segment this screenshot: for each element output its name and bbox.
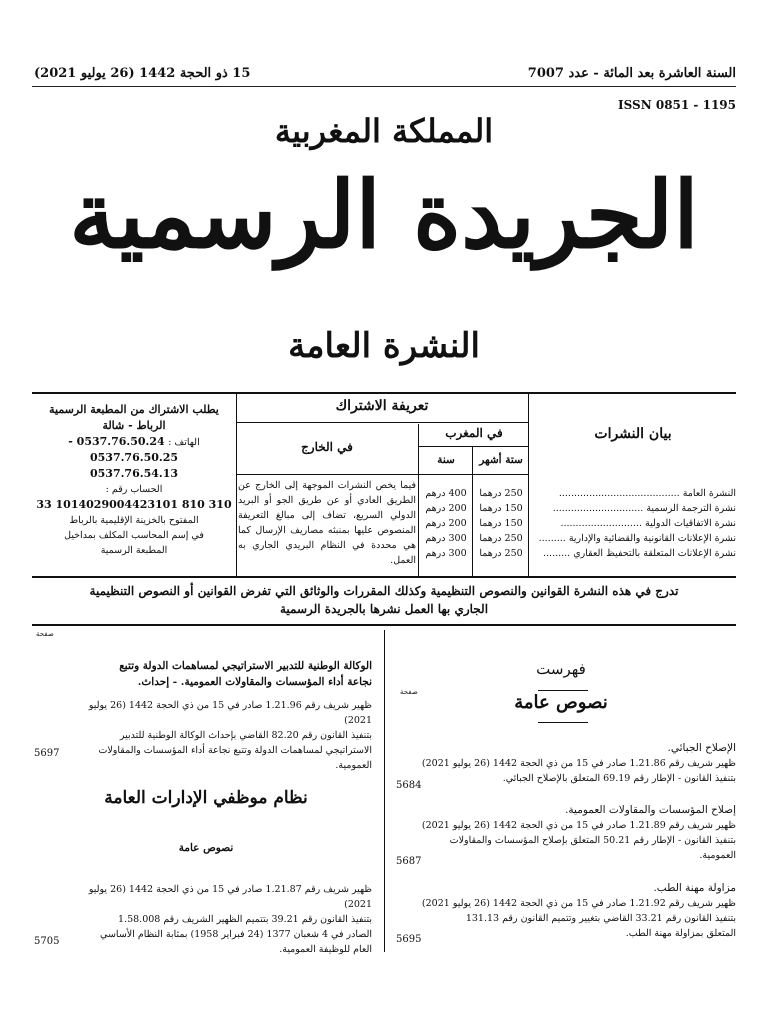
statute-title: نظام موظفي الإدارات العامة: [104, 788, 308, 808]
page-number: 5695: [396, 934, 422, 945]
price-cell: 150 درهما: [479, 503, 523, 514]
title-underline: [538, 690, 588, 691]
phone-label: الهاتف :: [168, 437, 200, 448]
notice-line: تدرج في هذه النشرة القوانين والنصوص التنظيمية وكذلك المقررات والوثائق التي تفرض القوانين أو النصوص التنظيمية: [89, 584, 679, 598]
box-rule: [418, 446, 528, 447]
statute-entry-text[interactable]: [76, 882, 372, 957]
price-cell: 200 درهم: [425, 503, 467, 514]
toc-heading: مزاولة مهنة الطب.: [653, 882, 736, 894]
entry-text-line: الصادر في 4 شعبان 1377 (24 فبراير 1958) بمثابة النظام الأساسي: [100, 929, 372, 940]
year-header: سنة: [437, 454, 455, 466]
gazette-title: الجريدة الرسمية: [69, 161, 699, 269]
legal-line: المطبعة الرسمية: [100, 545, 168, 556]
box-bottom-rule: [32, 576, 736, 578]
index-title: فهرست: [536, 660, 586, 678]
agency-entry-title[interactable]: [76, 658, 372, 690]
tariff-title: تعريفة الاشتراك: [335, 398, 429, 414]
toc-text: بتنفيذ القانون رقم 33.21 القاضي بتغيير وتتميم القانون رقم 131.13: [465, 913, 736, 924]
price-cell: 400 درهم: [425, 488, 467, 499]
phone-number: 0537.76.54.13: [89, 467, 179, 480]
toc-entry[interactable]: [418, 802, 736, 863]
price-cell: 250 درهما: [479, 488, 523, 499]
legal-line: في إسم المحاسب المكلف بمداخيل: [64, 530, 204, 541]
box-rule: [236, 474, 418, 475]
page-column-label: صفحة: [36, 630, 54, 638]
issue-date: 15 ذو الحجة 1442 (26 يوليو 2021): [34, 66, 251, 81]
publication-notice: [32, 582, 736, 618]
section-title: نصوص عامة: [514, 692, 608, 713]
entry-text-line: بتنفيذ القانون رقم 39.21 بتتميم الظهير الشريف رقم 1.58.008: [118, 914, 372, 925]
publication-name: نشرة الإعلانات القانونية والقضائية والإدارية .........: [538, 533, 736, 544]
toc-entry[interactable]: [418, 880, 736, 941]
legal-line: الرباط - شالة: [102, 419, 166, 432]
toc-text: بتنفيذ القانون - الإطار رقم 50.21 المتعلق بإصلاح المؤسسات والمقاولات: [449, 835, 736, 846]
publication-name: نشرة الاتفاقيات الدولية ...........................: [560, 518, 736, 529]
issn: ISSN 0851 - 1195: [618, 98, 736, 112]
box-rule: [418, 474, 528, 475]
page-number: 5684: [396, 780, 422, 791]
box-divider: [472, 446, 473, 576]
price-cell: 250 درهما: [479, 533, 523, 544]
morocco-header: في المغرب: [445, 426, 503, 440]
entry-text-line: الاستراتيجي لمساهمات الدولة وتتبع نجاعة أداء المؤسسات والمقاولات: [98, 745, 372, 756]
price-cell: 150 درهما: [479, 518, 523, 529]
six-months-header: ستة أشهر: [479, 454, 523, 466]
page-column-label: صفحة: [400, 688, 418, 696]
toc-text: ظهير شريف رقم 1.21.92 صادر في 15 من ذي الحجة 1442 (26 يوليو 2021): [421, 898, 736, 909]
column-divider: [384, 630, 385, 952]
abroad-text: فيما يخص النشرات الموجهة إلى الخارج عن الطريق العادي أو عن طريق الجو أو البريد الدولي السريع، تضاف إلى مبالغ التعريفة المنصوص عليها بمنبثه مصاريف الإرسال كما هي محددة في النظام البريدي الجاري به العمل.: [238, 480, 416, 566]
abroad-header: في الخارج: [301, 440, 353, 454]
entry-text-line: العام للوظيفة العمومية.: [279, 944, 372, 955]
kingdom-title: المملكة المغربية: [274, 112, 494, 150]
entry-text-line: ظهير شريف رقم 1.21.96 صادر في 15 من ذي الحجة 1442 (26 يوليو 2021): [88, 700, 372, 726]
legal-line: يطلب الاشتراك من المطبعة الرسمية: [49, 403, 219, 416]
subscription-info: [34, 402, 234, 558]
price-cell: 250 درهما: [479, 548, 523, 559]
account-label: الحساب رقم :: [105, 484, 163, 495]
phone-number: 0537.76.50.24 - 0537.76.50.25: [68, 435, 179, 464]
price-cell: 300 درهم: [425, 548, 467, 559]
publication-name: نشرة الإعلانات المتعلقة بالتحفيظ العقاري .........: [543, 548, 736, 559]
toc-text: المتعلق بمزاولة مهنة الطب.: [625, 928, 736, 939]
page-number: 5697: [34, 748, 60, 759]
toc-text: العمومية.: [699, 850, 736, 861]
price-cell: 300 درهم: [425, 533, 467, 544]
entry-title-line: الوكالة الوطنية للتدبير الاستراتيجي لمساهمات الدولة وتتبع: [119, 660, 372, 672]
legal-line: المفتوح بالخزينة الإقليمية بالرباط: [69, 515, 199, 526]
page-number: 5687: [396, 856, 422, 867]
toc-text: ظهير شريف رقم 1.21.86 صادر في 15 من ذي الحجة 1442 (26 يوليو 2021): [421, 758, 736, 769]
entry-text-line: ظهير شريف رقم 1.21.87 صادر في 15 من ذي الحجة 1442 (26 يوليو 2021): [88, 884, 372, 910]
entry-text-line: العمومية.: [335, 760, 372, 771]
toc-text: ظهير شريف رقم 1.21.89 صادر في 15 من ذي الحجة 1442 (26 يوليو 2021): [421, 820, 736, 831]
entry-text-line: بتنفيذ القانون رقم 82.20 القاضي بإحداث الوكالة الوطنية للتدبير: [119, 730, 372, 741]
agency-entry-text: [76, 698, 372, 773]
edition-title: النشرة العامة: [288, 326, 480, 366]
entry-title-line: نجاعة أداء المؤسسات والمقاولات العمومية. - إحداث.: [137, 676, 372, 688]
year-prices: [420, 486, 472, 561]
publications-title: بيان النشرات: [594, 426, 672, 442]
header-rule: [32, 86, 736, 87]
box-divider: [528, 394, 529, 576]
box-top-rule: [32, 392, 736, 394]
section-rule: [32, 624, 736, 626]
account-number: 310 810 1014029004423101 33: [36, 498, 232, 511]
notice-line: الجاري بها العمل نشرها بالجريدة الرسمية: [279, 602, 489, 616]
toc-text: بتنفيذ القانون - الإطار رقم 69.19 المتعلق بالإصلاح الجبائي.: [502, 773, 736, 784]
toc-entry[interactable]: [418, 740, 736, 786]
box-rule: [236, 422, 528, 423]
statute-subtitle: نصوص عامة: [178, 842, 234, 854]
publications-list: [532, 486, 736, 561]
publication-name: النشرة العامة ........................................: [558, 488, 736, 499]
six-months-prices: [474, 486, 528, 561]
toc-heading: إصلاح المؤسسات والمقاولات العمومية.: [565, 804, 736, 816]
title-underline: [538, 722, 588, 723]
publication-name: نشرة الترجمة الرسمية ..............................: [552, 503, 736, 514]
issue-number: السنة العاشرة بعد المائة - عدد 7007: [527, 66, 736, 81]
toc-heading: الإصلاح الجبائي.: [667, 742, 736, 754]
price-cell: 200 درهم: [425, 518, 467, 529]
page-number: 5705: [34, 936, 60, 947]
phone-line: [34, 434, 234, 466]
